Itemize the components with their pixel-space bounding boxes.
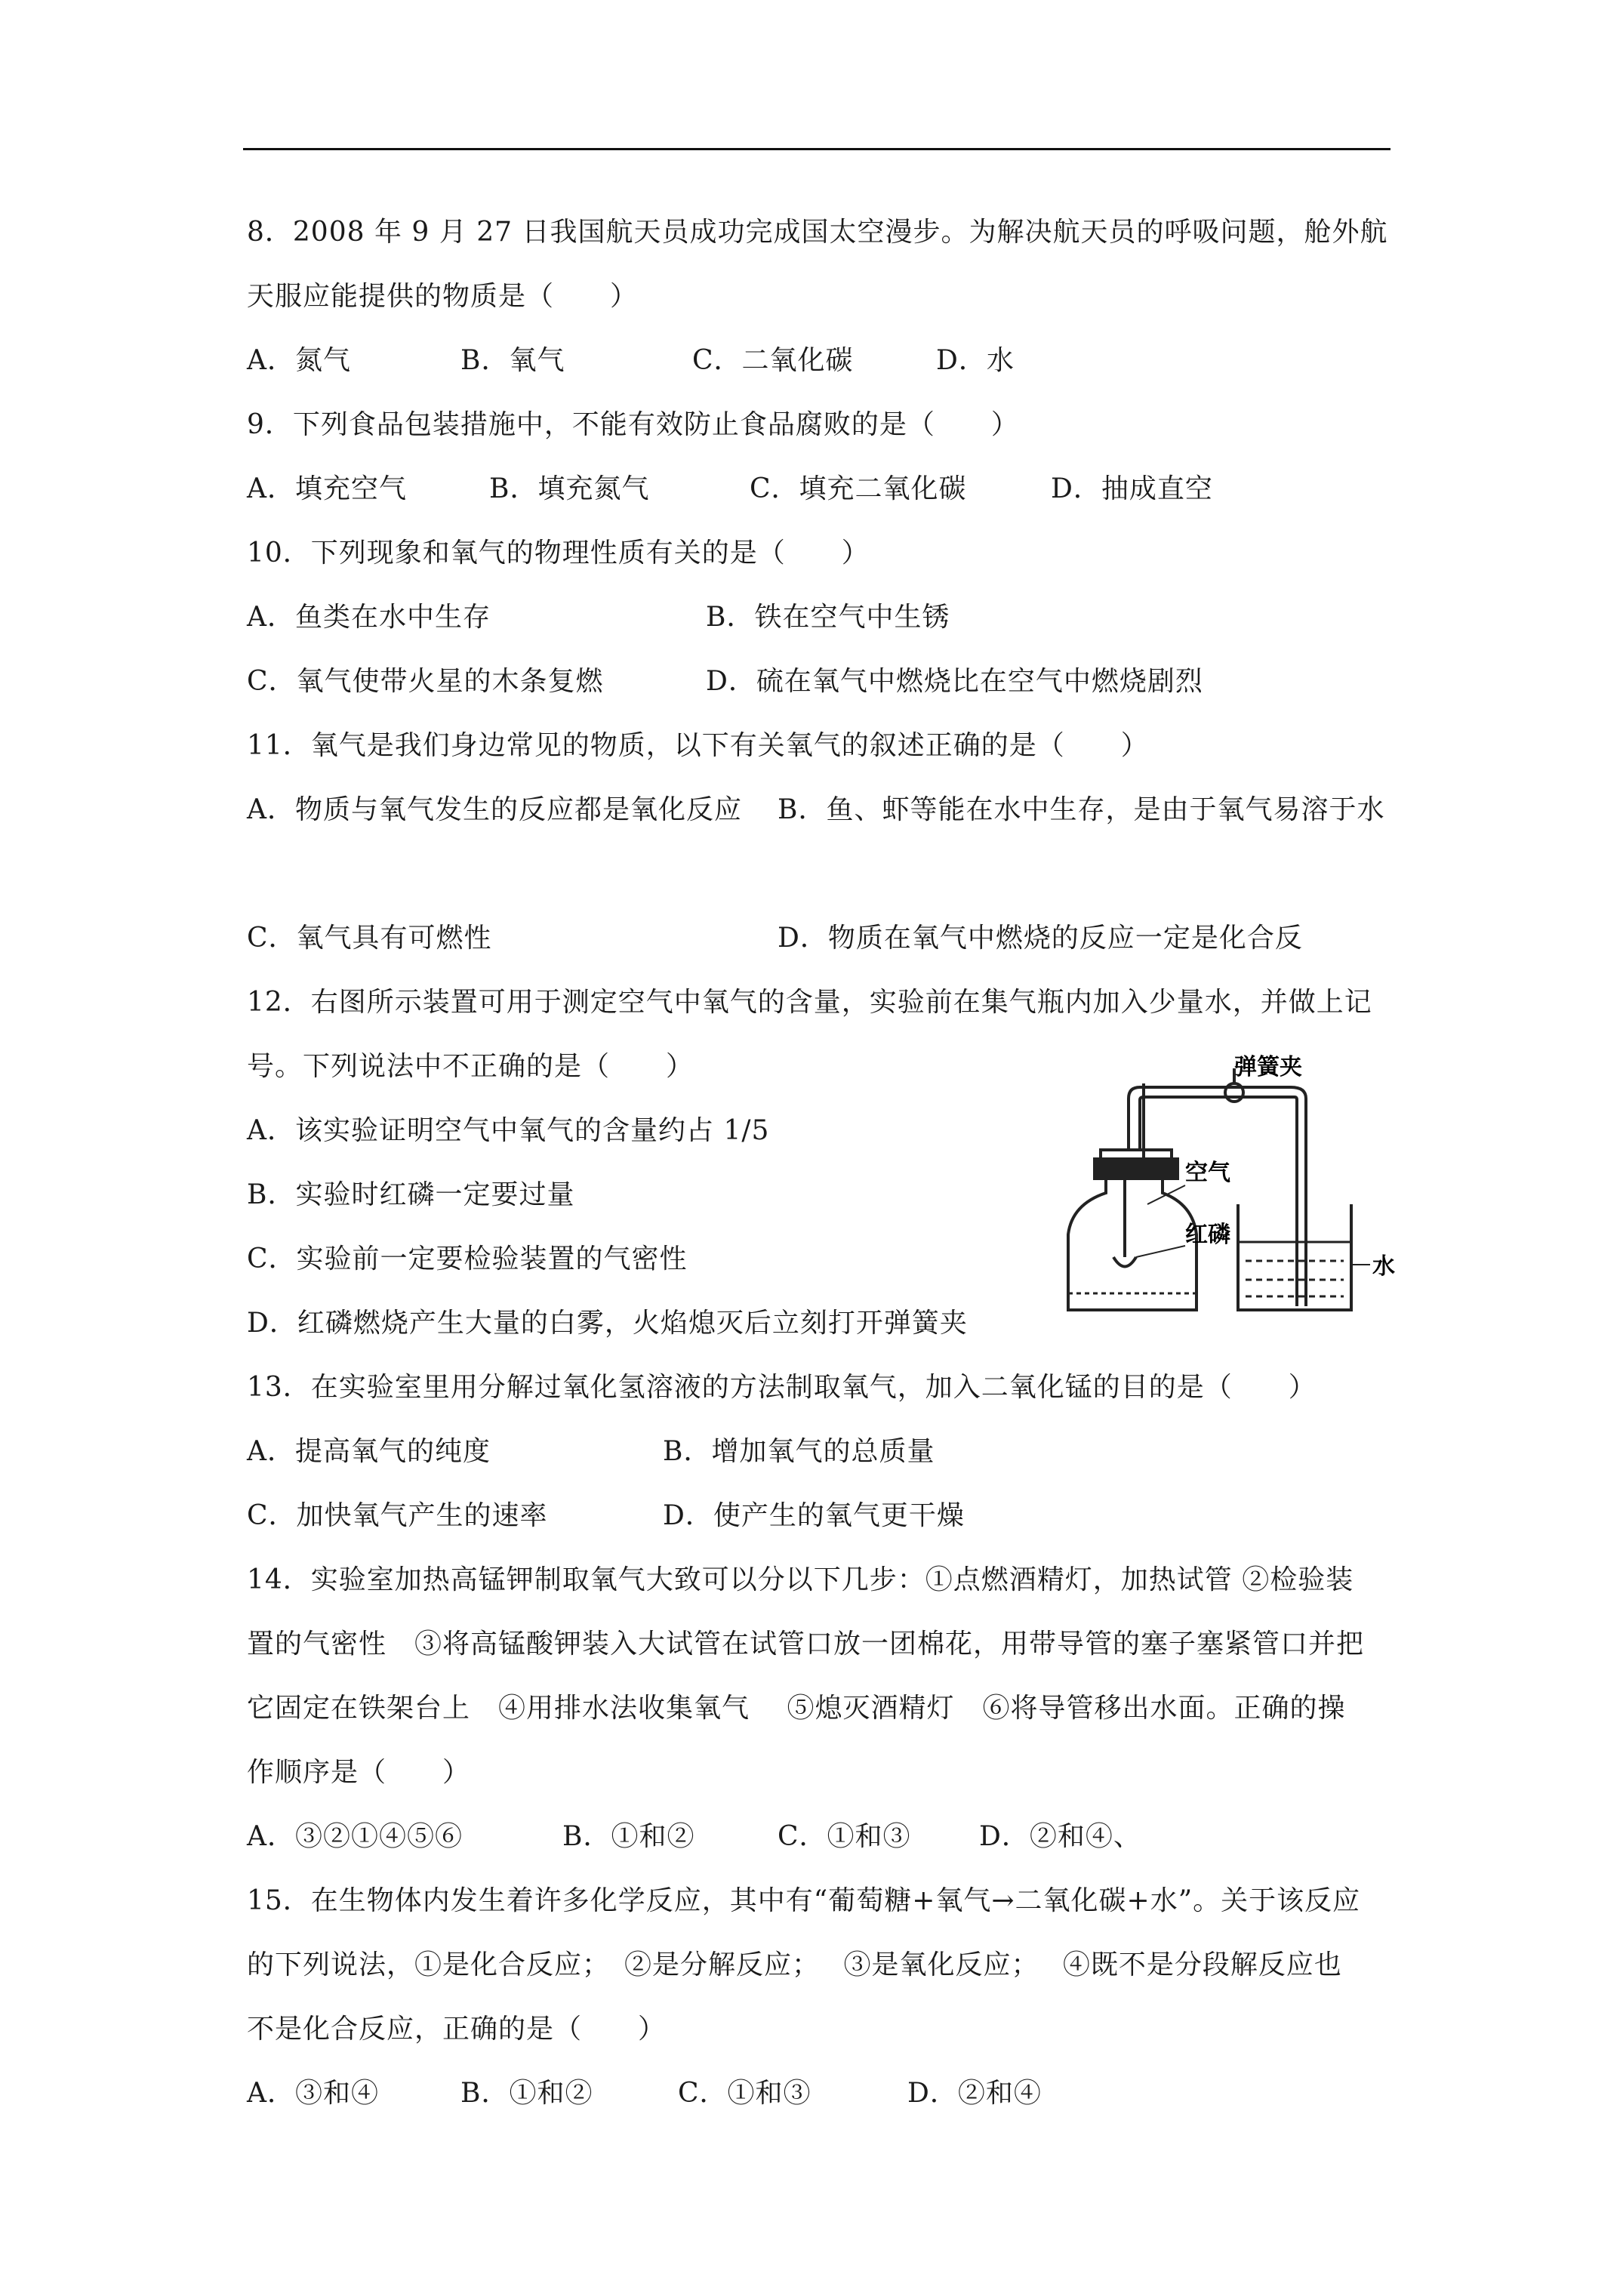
q9-option-a: A．填充空气: [247, 473, 407, 504]
phosphorus-leader: [1136, 1246, 1185, 1257]
q12-option-b: B．实验时红磷一定要过量: [247, 1179, 575, 1210]
collection-bottle: [1068, 1179, 1196, 1310]
q8-option-b: B．氧气: [460, 345, 565, 376]
q14-option-d: D．②和④、: [979, 1821, 1141, 1852]
beaker-water-hatching: [1246, 1261, 1344, 1296]
q15-option-d: D．②和④: [907, 2078, 1042, 2109]
q13-option-a: A．提高氧气的纯度: [247, 1436, 491, 1467]
q15-option-a: A．③和④: [247, 2078, 379, 2109]
q14-line-1: 14．实验室加热高锰钾制取氧气大致可以分以下几步：①点燃酒精灯，加热试管 ②检验装: [247, 1564, 1354, 1595]
clamp-label: 弹簧夹: [1234, 1054, 1302, 1080]
air-label: 空气: [1185, 1160, 1230, 1186]
q11-option-b: B．鱼、虾等能在水中生存，是由于氧气易溶于水: [778, 794, 1385, 825]
q10-line-1: 10．下列现象和氧气的物理性质有关的是（ ）: [247, 538, 870, 569]
connecting-tube-inner: [1140, 1097, 1297, 1306]
connecting-tube: [1129, 1087, 1306, 1306]
q14-option-c: C．①和③: [778, 1821, 911, 1852]
q9-line-1: 9．下列食品包装措施中，不能有效防止食品腐败的是（ ）: [247, 409, 1019, 440]
q8-option-c: C．二氧化碳: [692, 345, 854, 376]
q13-option-b: B．增加氧气的总质量: [663, 1436, 935, 1467]
q11-line-1: 11．氧气是我们身边常见的物质，以下有关氧气的叙述正确的是（ ）: [247, 730, 1149, 761]
phosphorus-label: 红磷: [1185, 1222, 1230, 1248]
q12-line-2: 号。下列说法中不正确的是（ ）: [247, 1051, 694, 1082]
apparatus-diagram: [1034, 1053, 1397, 1336]
q14-line-2: 置的气密性 ③将高锰酸钾装入大试管在试管口放一团棉花，用带导管的塞子塞紧管口并把: [247, 1629, 1365, 1660]
q8-option-a: A．氮气: [247, 345, 351, 376]
q14-option-b: B．①和②: [562, 1821, 695, 1852]
q10-option-a: A．鱼类在水中生存: [247, 602, 491, 633]
oxygen-apparatus-figure: [1034, 1053, 1397, 1336]
q8-option-d: D．水: [936, 345, 1015, 376]
q12-option-c: C．实验前一定要检验装置的气密性: [247, 1244, 688, 1274]
q15-line-1: 15．在生物体内发生着许多化学反应，其中有“葡萄糖+氧气→二氧化碳+水”。关于该反应: [247, 1885, 1361, 1916]
q14-line-3: 它固定在铁架台上 ④用排水法收集氧气 ⑤熄灭酒精灯 ⑥将导管移出水面。正确的操: [247, 1693, 1346, 1724]
q12-option-a: A．该实验证明空气中氧气的含量约占 1/5: [247, 1115, 770, 1146]
q13-line-1: 13．在实验室里用分解过氧化氢溶液的方法制取氧气，加入二氧化锰的目的是（ ）: [247, 1372, 1317, 1403]
q12-line-1: 12．右图所示装置可用于测定空气中氧气的含量，实验前在集气瓶内加入少量水，并做上记: [247, 987, 1372, 1018]
q11-option-d: D．物质在氧气中燃烧的反应一定是化合反: [778, 923, 1303, 954]
header-rule: [243, 148, 1390, 150]
q10-option-d: D．硫在氧气中燃烧比在空气中燃烧剧烈: [706, 666, 1203, 697]
q8-line-1: 8．2008 年 9 月 27 日我国航天员成功完成国太空漫步。为解决航天员的呼吸问题，舱外航: [247, 217, 1388, 248]
combustion-spoon-cup: [1113, 1257, 1136, 1267]
q11-option-c: C．氧气具有可燃性: [247, 923, 492, 954]
q9-option-c: C．填充二氧化碳: [750, 473, 967, 504]
q11-option-a: A．物质与氧气发生的反应都是氧化反应: [247, 794, 742, 825]
q10-option-b: B．铁在空气中生锈: [706, 602, 950, 633]
q15-line-3: 不是化合反应，正确的是（ ）: [247, 2014, 667, 2045]
q13-option-d: D．使产生的氧气更干燥: [663, 1500, 965, 1531]
beaker: [1238, 1204, 1351, 1310]
q8-line-2: 天服应能提供的物质是（ ）: [247, 281, 639, 312]
q9-option-d: D．抽成直空: [1051, 473, 1213, 504]
q13-option-c: C．加快氧气产生的速率: [247, 1500, 548, 1531]
water-label: 水: [1372, 1253, 1395, 1280]
q10-option-c: C．氧气使带火星的木条复燃: [247, 666, 604, 697]
q15-option-c: C．①和③: [678, 2078, 812, 2109]
q14-option-a: A．③②①④⑤⑥: [247, 1821, 463, 1852]
q15-option-b: B．①和②: [460, 2078, 593, 2109]
q12-option-d: D．红磷燃烧产生大量的白雾，火焰熄灭后立刻打开弹簧夹: [247, 1308, 968, 1339]
q9-option-b: B．填充氮气: [489, 473, 650, 504]
q15-line-2: 的下列说法，①是化合反应； ②是分解反应； ③是氧化反应； ④既不是分段解反应也: [247, 1949, 1342, 1980]
q14-line-4: 作顺序是（ ）: [247, 1757, 471, 1788]
